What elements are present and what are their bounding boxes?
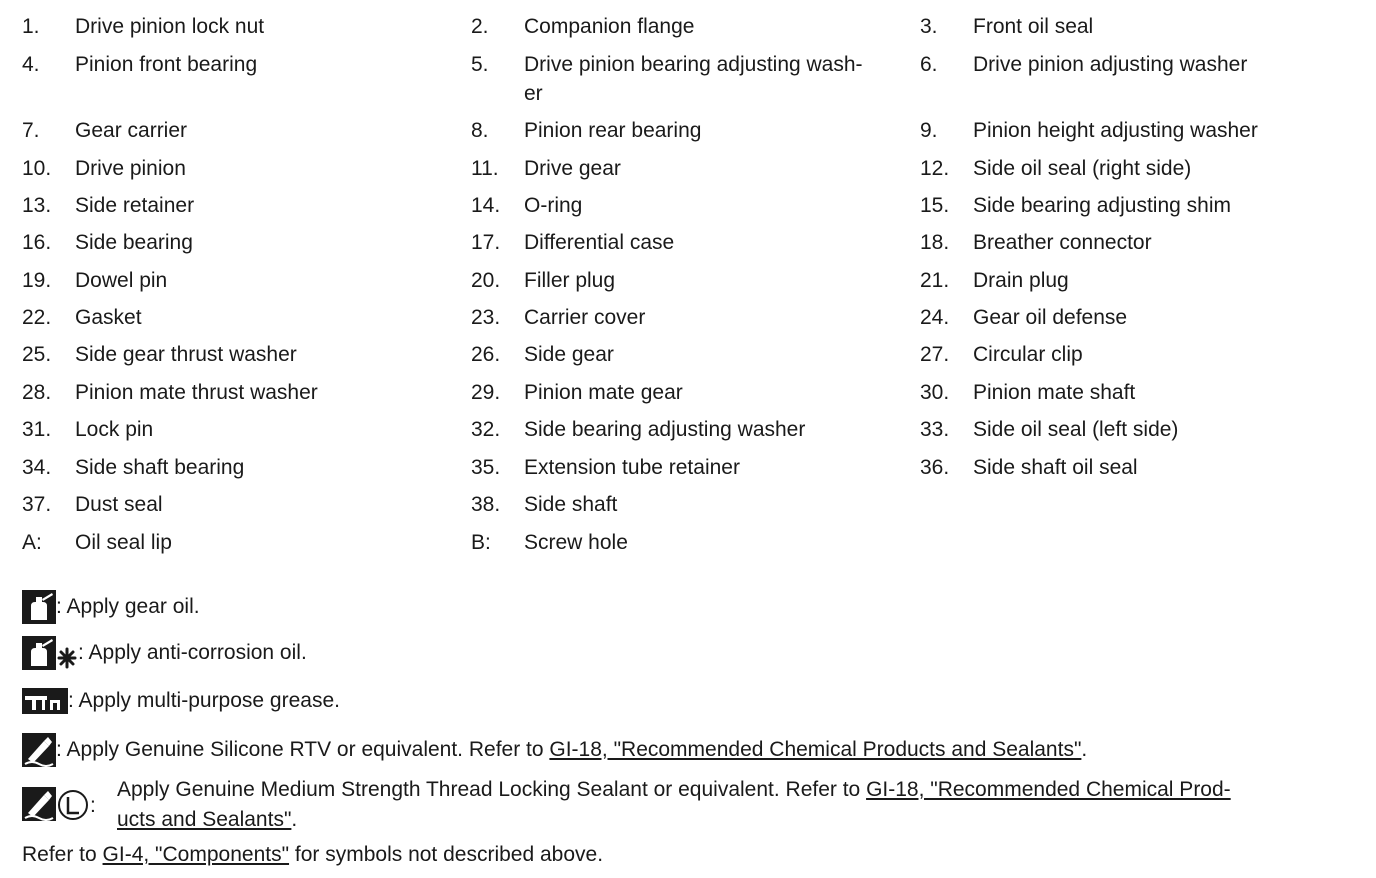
part-number: 10. [22, 157, 52, 180]
legend-grease-text: : Apply multi-purpose grease. [68, 689, 340, 712]
part-name-continued: er [524, 82, 543, 105]
part-name: Pinion mate shaft [973, 381, 1136, 404]
part-name: Breather connector [973, 231, 1152, 254]
part-name: Gear oil defense [973, 306, 1128, 329]
part-name: Drive pinion [75, 157, 186, 180]
part-number: 5. [471, 53, 489, 76]
part-number: 29. [471, 381, 501, 404]
part-number: 30. [920, 381, 950, 404]
part-name: Drain plug [973, 269, 1069, 292]
part-name: Drive pinion bearing adjusting wash- [524, 53, 863, 76]
legend-thread-lock-colon: : [90, 794, 96, 817]
legend-gear-oil-text: : Apply gear oil. [56, 595, 200, 618]
part-name: Side oil seal (right side) [973, 157, 1192, 180]
part-name: Gasket [75, 306, 142, 329]
part-number: 32. [471, 418, 501, 441]
part-name: Companion flange [524, 15, 695, 38]
refer-text: Refer to [22, 843, 103, 866]
gi-18-link-2-cont[interactable]: ucts and Sealants" [117, 808, 292, 831]
part-number: 1. [22, 15, 40, 38]
part-name: Pinion mate gear [524, 381, 683, 404]
part-name: Pinion front bearing [75, 53, 258, 76]
part-number: 23. [471, 306, 501, 329]
oil-can-icon [22, 590, 56, 624]
legend-silicone-text: : Apply Genuine Silicone RTV or equivalent. Refer to [56, 738, 550, 761]
part-number: 15. [920, 194, 950, 217]
part-name: Carrier cover [524, 306, 646, 329]
part-name: Drive gear [524, 157, 621, 180]
part-name: Pinion rear bearing [524, 119, 702, 142]
part-name: Side gear thrust washer [75, 343, 297, 366]
part-name: Pinion mate thrust washer [75, 381, 318, 404]
part-number: 11. [471, 157, 499, 180]
part-number: B: [471, 531, 491, 554]
part-name: Screw hole [524, 531, 628, 554]
gi-4-link[interactable]: GI-4, "Components" [102, 843, 290, 866]
part-number: 21. [920, 269, 950, 292]
part-number: 37. [22, 493, 52, 516]
part-number: 26. [471, 343, 501, 366]
part-number: 19. [22, 269, 52, 292]
legend-silicone [22, 733, 1087, 767]
part-number: 20. [471, 269, 501, 292]
part-number: 3. [920, 15, 938, 38]
part-number: 25. [22, 343, 52, 366]
part-name: Side oil seal (left side) [973, 418, 1179, 441]
part-number: 16. [22, 231, 52, 254]
legend-refer [22, 843, 603, 867]
part-name: Filler plug [524, 269, 616, 292]
part-number: 9. [920, 119, 938, 142]
part-number: 7. [22, 119, 40, 142]
legend-grease [22, 688, 340, 714]
legend-thread-lock-end: . [291, 808, 298, 831]
legend-gear-oil [22, 590, 200, 624]
part-number: 24. [920, 306, 950, 329]
legend-silicone-end: . [1081, 738, 1088, 761]
part-name: Circular clip [973, 343, 1083, 366]
part-number: 31. [22, 418, 52, 441]
part-name: Gear carrier [75, 119, 188, 142]
part-name: Side shaft oil seal [973, 456, 1138, 479]
part-number: 36. [920, 456, 950, 479]
legend-thread-lock-line1: Apply Genuine Medium Strength Thread Locking Sealant or equivalent. Refer to [117, 778, 867, 801]
gi-18-link[interactable]: GI-18, "Recommended Chemical Products and Sealants" [549, 738, 1082, 761]
part-name: Oil seal lip [75, 531, 172, 554]
part-number: 33. [920, 418, 950, 441]
part-number: 38. [471, 493, 501, 516]
part-number: 4. [22, 53, 40, 76]
part-number: 22. [22, 306, 52, 329]
part-number: A: [22, 531, 42, 554]
part-name: Side shaft bearing [75, 456, 245, 479]
part-number: 17. [471, 231, 501, 254]
part-name: Lock pin [75, 418, 154, 441]
part-number: 34. [22, 456, 52, 479]
legend-anti-corrosion-text: : Apply anti-corrosion oil. [78, 641, 307, 664]
part-name: Drive pinion lock nut [75, 15, 265, 38]
gi-18-link-2[interactable]: GI-18, "Recommended Chemical Prod- [866, 778, 1231, 801]
legend-thread-lock-text [117, 775, 1231, 835]
part-name: Side bearing adjusting washer [524, 418, 806, 441]
part-name: O-ring [524, 194, 583, 217]
part-number: 2. [471, 15, 489, 38]
part-name: Pinion height adjusting washer [973, 119, 1258, 142]
part-number: 12. [920, 157, 950, 180]
part-number: 13. [22, 194, 52, 217]
part-number: 35. [471, 456, 501, 479]
grease-gun-icon [22, 688, 68, 714]
part-name: Side gear [524, 343, 614, 366]
part-number: 8. [471, 119, 489, 142]
part-name: Front oil seal [973, 15, 1094, 38]
part-name: Dowel pin [75, 269, 168, 292]
part-number: 14. [471, 194, 501, 217]
part-number: 18. [920, 231, 950, 254]
sealant-lock-icon [22, 787, 90, 821]
legend-anti-corrosion [22, 636, 307, 670]
part-name: Extension tube retainer [524, 456, 740, 479]
part-name: Side retainer [75, 194, 195, 217]
part-name: Dust seal [75, 493, 163, 516]
part-name: Side bearing adjusting shim [973, 194, 1231, 217]
oil-can-asterisk-icon [22, 636, 78, 670]
part-name: Side shaft [524, 493, 618, 516]
refer-text-end: for symbols not described above. [289, 843, 604, 866]
part-number: 28. [22, 381, 52, 404]
part-number: 27. [920, 343, 950, 366]
part-number: 6. [920, 53, 938, 76]
sealant-tube-icon [22, 733, 56, 767]
part-name: Side bearing [75, 231, 193, 254]
part-name: Differential case [524, 231, 675, 254]
part-name: Drive pinion adjusting washer [973, 53, 1248, 76]
